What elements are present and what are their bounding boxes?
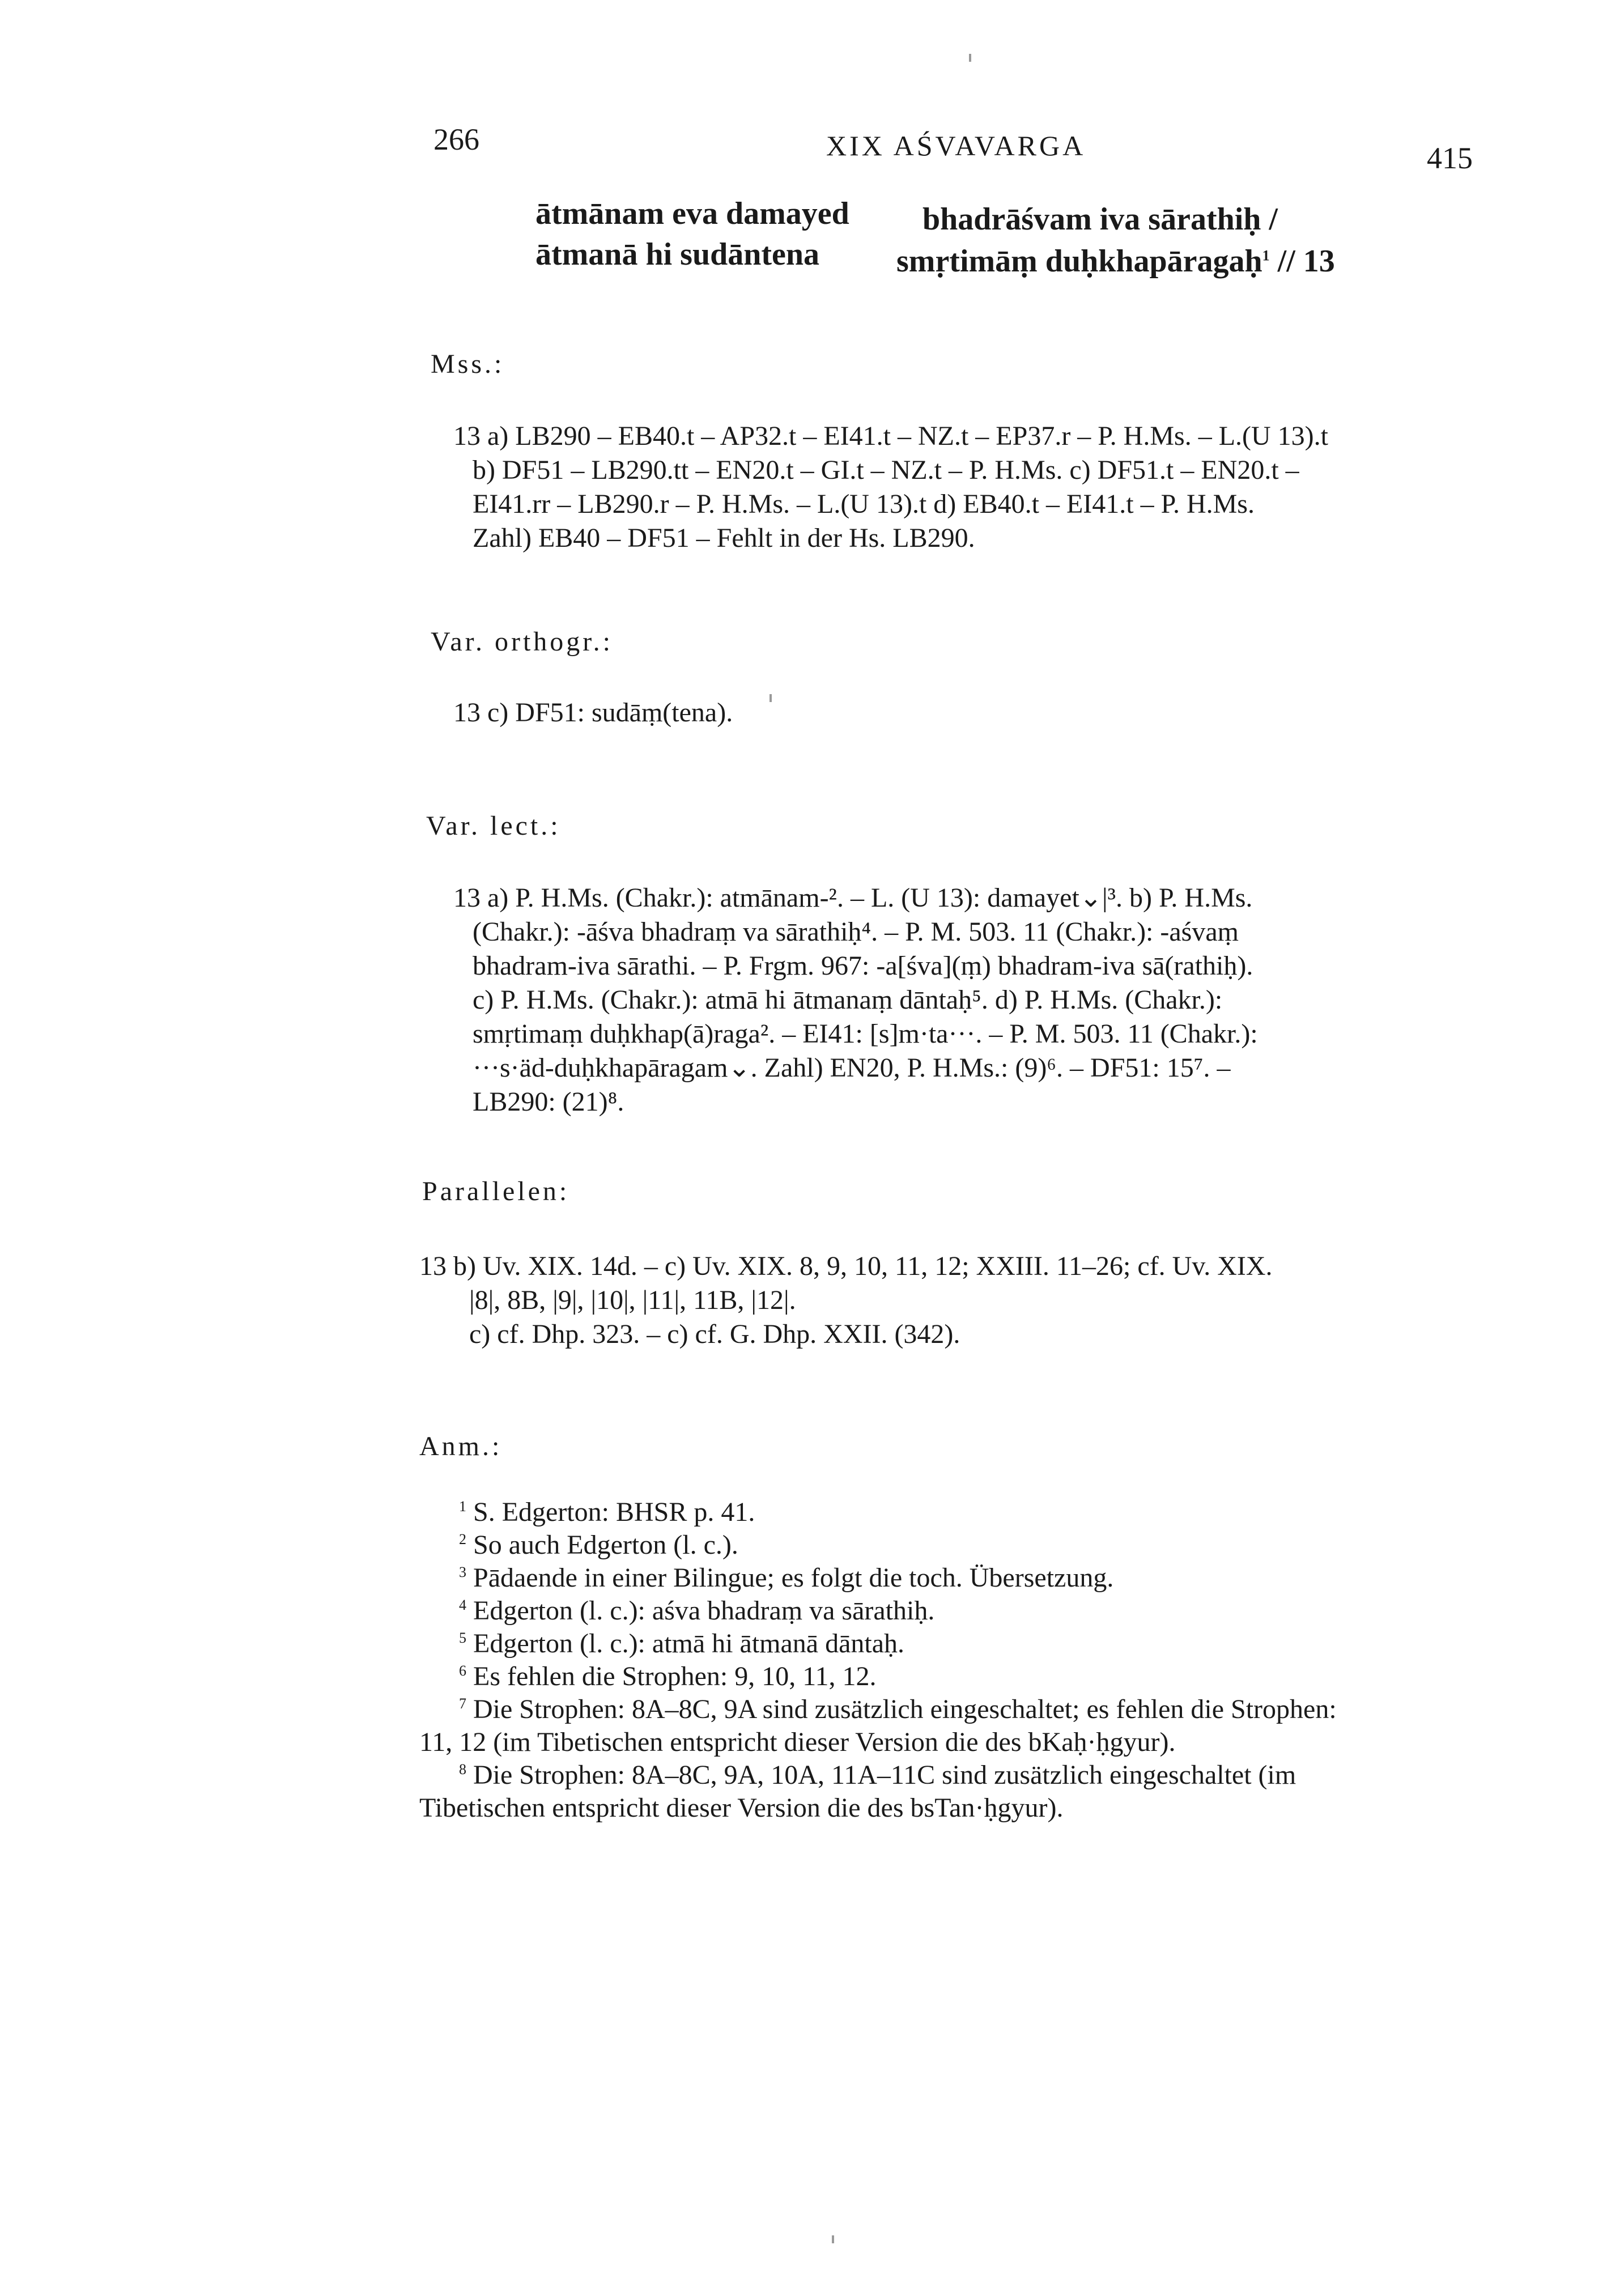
note-3 [419,1562,1337,1595]
anm-notes [419,1496,1337,1825]
var-lect-line: ···s·äd-duḥkhapāragam⌄. Zahl) EN20, P. H.Ms.: (9)⁶. – DF51: 15⁷. – [473,1053,1231,1083]
footnote-ref: 1 [1262,247,1270,264]
note-number: 8 [459,1761,466,1778]
var-lect-line: 13 a) P. H.Ms. (Chakr.): atmānam-². – L. (U 13): damayet⌄|³. b) P. H.Ms. [453,883,1253,913]
running-head: XIX AŚVAVARGA [826,130,1086,161]
mss-line: 13 a) LB290 – EB40.t – AP32.t – EI41.t – NZ.t – EP37.r – P. H.Ms. – L.(U 13).t [453,421,1328,451]
var-lect-line: LB290: (21)⁸. [473,1087,624,1117]
verse-line-1 [535,193,849,235]
verse-pada-b: bhadrāśvam iva sārathiḥ / [922,202,1278,237]
note-text: S. Edgerton: BHSR p. 41. [473,1497,755,1527]
var-lect-line: bhadram-iva sārathi. – P. Frgm. 967: -a[śva](ṃ) bhadram-iva sā(rathiḥ). [473,951,1253,981]
section-heading-anm: Anm.: [419,1431,503,1461]
note-number: 3 [459,1564,466,1580]
note-4 [419,1595,1337,1627]
note-text: Tibetischen entspricht dieser Version die des bsTan·ḥgyur). [419,1793,1064,1823]
mss-line: EI41.rr – LB290.r – P. H.Ms. – L.(U 13).t d) EB40.t – EI41.t – P. H.Ms. [473,489,1255,519]
note-text: Es fehlen die Strophen: 9, 10, 11, 12. [473,1661,877,1691]
note-number: 1 [459,1498,466,1515]
mss-line: b) DF51 – LB290.tt – EN20.t – GI.t – NZ.t – P. H.Ms. c) DF51.t – EN20.t – [473,455,1299,485]
note-6 [419,1660,1337,1693]
verse-pada-a: ātmānam eva damayed [535,196,849,231]
note-2 [419,1529,1337,1562]
note-5 [419,1627,1337,1660]
var-lect-body [453,881,1258,1119]
verse-line-2b [896,240,1335,282]
parallelen-body [419,1249,1273,1351]
verse-line-1b [922,198,1278,240]
parallelen-line: |8|, 8B, |9|, |10|, |11|, 11B, |12|. [469,1285,796,1315]
verse-number: // 13 [1277,244,1335,279]
var-orthogr-line: 13 c) DF51: sudāṃ(tena). [453,698,733,728]
note-number: 4 [459,1597,466,1613]
page-number-left: 266 [433,122,479,156]
note-text: So auch Edgerton (l. c.). [473,1530,738,1560]
var-lect-line: (Chakr.): -āśva bhadraṃ va sārathiḥ⁴. – P. M. 503. 11 (Chakr.): -aśvaṃ [473,917,1239,947]
note-8-continued [419,1792,1337,1825]
scan-mark [832,2235,834,2243]
note-number: 2 [459,1531,466,1547]
section-heading-mss: Mss.: [431,349,505,379]
note-text: Die Strophen: 8A–8C, 9A, 10A, 11A–11C sind zusätzlich eingeschaltet (im [473,1760,1296,1790]
var-lect-line: c) P. H.Ms. (Chakr.): atmā hi ātmanaṃ dāntaḥ⁵. d) P. H.Ms. (Chakr.): [473,985,1223,1015]
mss-body [453,419,1328,555]
section-heading-parallelen: Parallelen: [422,1176,570,1206]
scan-mark [969,54,971,62]
scan-mark [770,694,772,702]
note-number: 7 [459,1695,466,1712]
note-8 [419,1759,1337,1792]
note-number: 6 [459,1663,466,1679]
parallelen-line: 13 b) Uv. XIX. 14d. – c) Uv. XIX. 8, 9, 10, 11, 12; XXIII. 11–26; cf. Uv. XIX. [419,1251,1273,1281]
note-text: 11, 12 (im Tibetischen entspricht dieser Version die des bKaḥ·ḥgyur). [419,1727,1176,1757]
note-number: 5 [459,1630,466,1646]
note-text: Edgerton (l. c.): atmā hi ātmanā dāntaḥ. [473,1629,905,1659]
parallelen-line: c) cf. Dhp. 323. – c) cf. G. Dhp. XXII. (342). [469,1319,960,1349]
var-lect-line: smṛtimaṃ duḥkhap(ā)raga². – EI41: [s]m·ta···. – P. M. 503. 11 (Chakr.): [473,1019,1258,1049]
note-7 [419,1693,1337,1726]
section-heading-var-orthogr: Var. orthogr.: [431,627,613,657]
section-heading-var-lect: Var. lect.: [426,811,561,841]
note-1 [419,1496,1337,1529]
note-text: Pādaende in einer Bilingue; es folgt die toch. Übersetzung. [473,1563,1114,1593]
var-orthogr-body [453,696,733,730]
mss-line: Zahl) EB40 – DF51 – Fehlt in der Hs. LB290. [473,523,975,553]
verse-pada-d: smṛtimāṃ duḥkhapāragaḥ [896,244,1262,279]
verse-pada-c: ātmanā hi sudāntena [535,237,820,272]
page-number-right: 415 [1427,141,1473,175]
note-text: Edgerton (l. c.): aśva bhadraṃ va sārathiḥ. [473,1596,935,1626]
verse-line-2 [535,233,819,275]
note-7-continued [419,1726,1337,1759]
note-text: Die Strophen: 8A–8C, 9A sind zusätzlich eingeschaltet; es fehlen die Strophen: [473,1694,1337,1724]
